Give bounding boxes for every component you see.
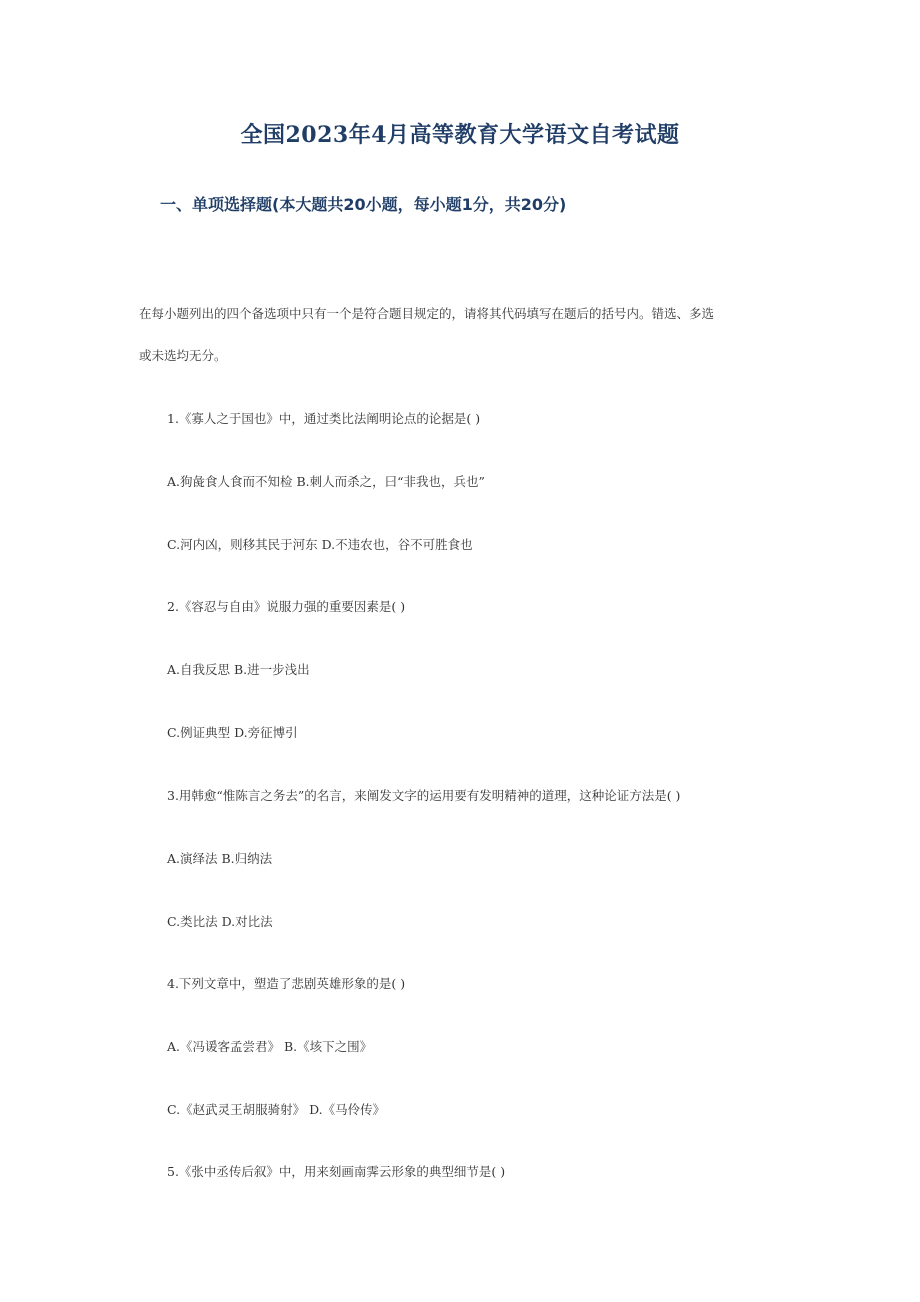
- question-3-options-ab: A.演绎法 B.归纳法: [167, 851, 273, 866]
- instruction-line-2: 或未选均无分。: [139, 348, 227, 363]
- question-1-options-ab: A.狗彘食人食而不知检 B.刺人而杀之，曰“非我也，兵也”: [167, 474, 485, 489]
- question-4-options-cd: C.《赵武灵王胡服骑射》 D.《马伶传》: [167, 1102, 386, 1117]
- question-3: 3.用韩愈“惟陈言之务去”的名言，来阐发文字的运用要有发明精神的道理，这种论证方法是( ): [167, 788, 681, 803]
- question-2-options-ab: A.自我反思 B.进一步浅出: [167, 662, 310, 677]
- question-1-options-cd: C.河内凶，则移其民于河东 D.不违农也，谷不可胜食也: [167, 537, 473, 552]
- instruction-line-1: 在每小题列出的四个备选项中只有一个是符合题目规定的，请将其代码填写在题后的括号内。错选、多选: [139, 306, 715, 321]
- section-heading: 一、单项选择题(本大题共20小题，每小题1分，共20分): [160, 195, 567, 214]
- document-title: 全国2023年4月高等教育大学语文自考试题: [240, 122, 680, 148]
- question-2: 2.《容忍与自由》说服力强的重要因素是( ): [167, 599, 406, 614]
- question-1: 1.《寡人之于国也》中，通过类比法阐明论点的论据是( ): [167, 411, 481, 426]
- question-4: 4.下列文章中，塑造了悲剧英雄形象的是( ): [167, 976, 406, 991]
- question-5: 5.《张中丞传后叙》中，用来刻画南霁云形象的典型细节是( ): [167, 1164, 506, 1179]
- question-3-options-cd: C.类比法 D.对比法: [167, 914, 273, 929]
- question-4-options-ab: A.《冯谖客孟尝君》 B.《垓下之围》: [167, 1039, 373, 1054]
- question-2-options-cd: C.例证典型 D.旁征博引: [167, 725, 298, 740]
